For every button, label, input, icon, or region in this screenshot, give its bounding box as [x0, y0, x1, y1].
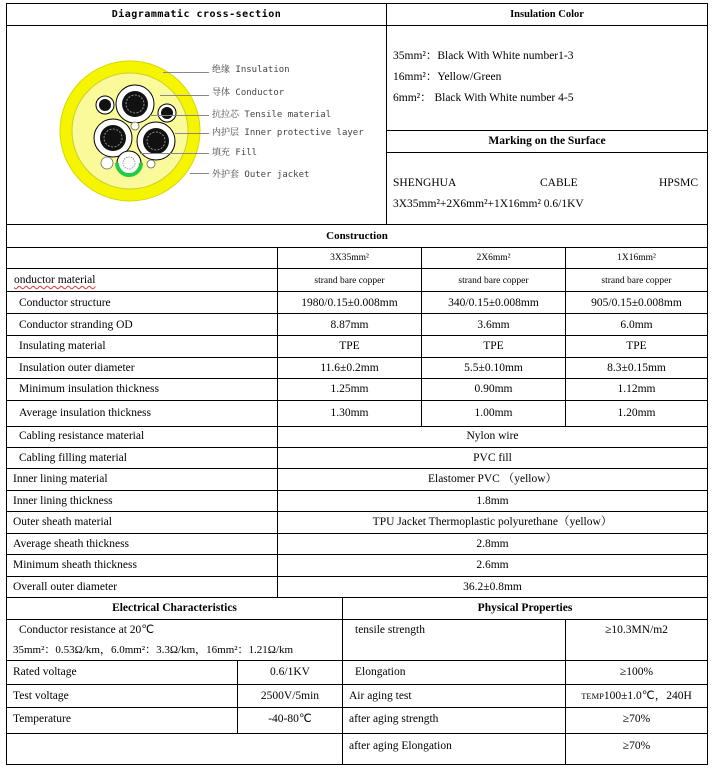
column-header-1x16: 1X16mm²	[617, 253, 656, 263]
row-label-insulating-material: Insulating material	[19, 340, 106, 352]
row-label-inner-lining-thickness: Inner lining thickness	[13, 495, 113, 507]
row-label-min-insulation-thickness: Minimum insulation thickness	[19, 383, 159, 395]
rated-voltage-value: 0.6/1KV	[270, 666, 310, 678]
row-label-cabling-filling-material: Cabling filling material	[19, 452, 127, 464]
test-voltage-value: 2500V/5min	[260, 690, 320, 702]
insulation-color-35: 35mm²：Black With White number1-3	[393, 50, 574, 62]
cell-stranding-od-6: 3.6mm	[477, 319, 510, 331]
row-label-avg-insulation-thickness: Average insulation thickness	[19, 407, 152, 419]
row-label-insulation-outer-diameter: Insulation outer diameter	[19, 362, 135, 374]
cell-overall-outer-diameter: 36.2±0.8mm	[463, 581, 522, 593]
cell-outer-sheath-material: TPU Jacket Thermoplastic polyurethane（yellow）	[372, 516, 613, 528]
legend-outer-jacket: 外护套 Outer jacket	[212, 170, 310, 180]
cell-avg-insulation-6: 1.00mm	[474, 407, 513, 419]
row-label-conductor-structure: Conductor structure	[19, 297, 111, 309]
elongation-label: Elongation	[355, 666, 406, 678]
row-label-outer-sheath-material: Outer sheath material	[13, 516, 112, 528]
cell-stranding-od-16: 6.0mm	[620, 319, 653, 331]
cell-cabling-resistance-material: Nylon wire	[466, 430, 519, 442]
column-header-2x6: 2X6mm²	[476, 253, 511, 263]
cell-minimum-sheath-thickness: 2.6mm	[476, 559, 509, 571]
cable-cross-section-diagram	[55, 56, 205, 206]
row-label-conductor-material: onductor material	[14, 274, 96, 286]
diagram-header: Diagrammatic cross-section	[111, 9, 282, 20]
cell-conductor-material-35: strand bare copper	[314, 276, 385, 286]
tensile-strength-label: tensile strength	[355, 624, 425, 636]
insulation-color-header: Insulation Color	[510, 9, 584, 20]
row-label-conductor-stranding-od: Conductor stranding OD	[19, 319, 133, 331]
tensile-strength-value: ≥10.3MN/m2	[605, 624, 668, 636]
conductor-resistance-values: 35mm²：0.53Ω/km，6.0mm²：3.3Ω/km，16mm²：1.21Ω/km	[13, 644, 294, 656]
cell-avg-insulation-16: 1.20mm	[617, 407, 656, 419]
elongation-value: ≥100%	[619, 666, 654, 678]
insulation-color-6: 6mm²： Black With White number 4-5	[393, 92, 574, 104]
air-aging-temp-prefix: TEMP	[581, 691, 604, 701]
rated-voltage-label: Rated voltage	[13, 666, 77, 678]
cell-insulation-od-16: 8.3±0.15mm	[607, 362, 666, 374]
legend-inner-protective-layer: 内护层 Inner protective layer	[212, 128, 364, 138]
cell-inner-lining-material: Elastomer PVC （yellow）	[427, 473, 558, 485]
temperature-label: Temperature	[13, 713, 71, 725]
row-label-minimum-sheath-thickness: Minimum sheath thickness	[13, 559, 137, 571]
cell-insulation-od-6: 5.5±0.10mm	[464, 362, 523, 374]
cell-stranding-od-35: 8.87mm	[330, 319, 369, 331]
row-label-cabling-resistance-material: Cabling resistance material	[19, 430, 145, 442]
cell-conductor-structure-6: 340/0.15±0.008mm	[448, 297, 539, 309]
cell-avg-insulation-35: 1.30mm	[330, 407, 369, 419]
air-aging-temp-value: 100±1.0℃，240H	[603, 690, 692, 702]
marking-word-3: HPSMC	[659, 177, 698, 189]
top-section	[0, 0, 712, 226]
physical-header: Physical Properties	[477, 602, 573, 614]
marking-word-2: CABLE	[540, 177, 578, 189]
cell-conductor-structure-16: 905/0.15±0.008mm	[591, 297, 682, 309]
insulation-color-16: 16mm²：Yellow/Green	[393, 71, 502, 83]
test-voltage-label: Test voltage	[13, 690, 69, 702]
electrical-header: Electrical Characteristics	[112, 602, 237, 614]
conductor-resistance-label: Conductor resistance at 20℃	[19, 624, 155, 636]
cell-insulating-material-16: TPE	[626, 340, 647, 352]
cell-insulating-material-6: TPE	[483, 340, 504, 352]
legend-insulation: 绝缘 Insulation	[212, 65, 290, 75]
air-aging-test-label: Air aging test	[349, 690, 412, 702]
cell-inner-lining-thickness: 1.8mm	[476, 495, 509, 507]
cell-conductor-material-16: strand bare copper	[601, 276, 672, 286]
cell-min-insulation-16: 1.12mm	[617, 383, 656, 395]
row-label-inner-lining-material: Inner lining material	[13, 473, 108, 485]
temperature-value: -40-80℃	[268, 713, 312, 725]
legend-tensile-material: 抗拉芯 Tensile material	[212, 110, 332, 120]
legend-fill: 填充 Fill	[212, 148, 258, 158]
column-header-3x35: 3X35mm²	[330, 253, 369, 263]
cell-conductor-material-6: strand bare copper	[458, 276, 529, 286]
cell-cabling-filling-material: PVC fill	[473, 452, 512, 464]
cell-conductor-structure-35: 1980/0.15±0.008mm	[301, 297, 398, 309]
cell-min-insulation-6: 0.90mm	[474, 383, 513, 395]
legend-conductor: 导体 Conductor	[212, 88, 285, 98]
after-aging-strength-value: ≥70%	[622, 713, 651, 725]
cell-insulating-material-35: TPE	[339, 340, 360, 352]
row-label-overall-outer-diameter: Overall outer diameter	[13, 581, 118, 593]
cell-average-sheath-thickness: 2.8mm	[476, 538, 509, 550]
row-label-average-sheath-thickness: Average sheath thickness	[13, 538, 130, 550]
cell-min-insulation-35: 1.25mm	[330, 383, 369, 395]
after-aging-strength-label: after aging strength	[349, 713, 439, 725]
cell-insulation-od-35: 11.6±0.2mm	[320, 362, 379, 374]
construction-header: Construction	[326, 230, 388, 242]
marking-line-2: 3X35mm²+2X6mm²+1X16mm² 0.6/1KV	[393, 198, 584, 210]
marking-header: Marking on the Surface	[488, 135, 606, 147]
after-aging-elongation-label: after aging Elongation	[349, 740, 452, 752]
marking-word-1: SHENGHUA	[393, 177, 457, 189]
air-aging-test-value	[566, 689, 707, 703]
after-aging-elongation-value: ≥70%	[622, 740, 651, 752]
